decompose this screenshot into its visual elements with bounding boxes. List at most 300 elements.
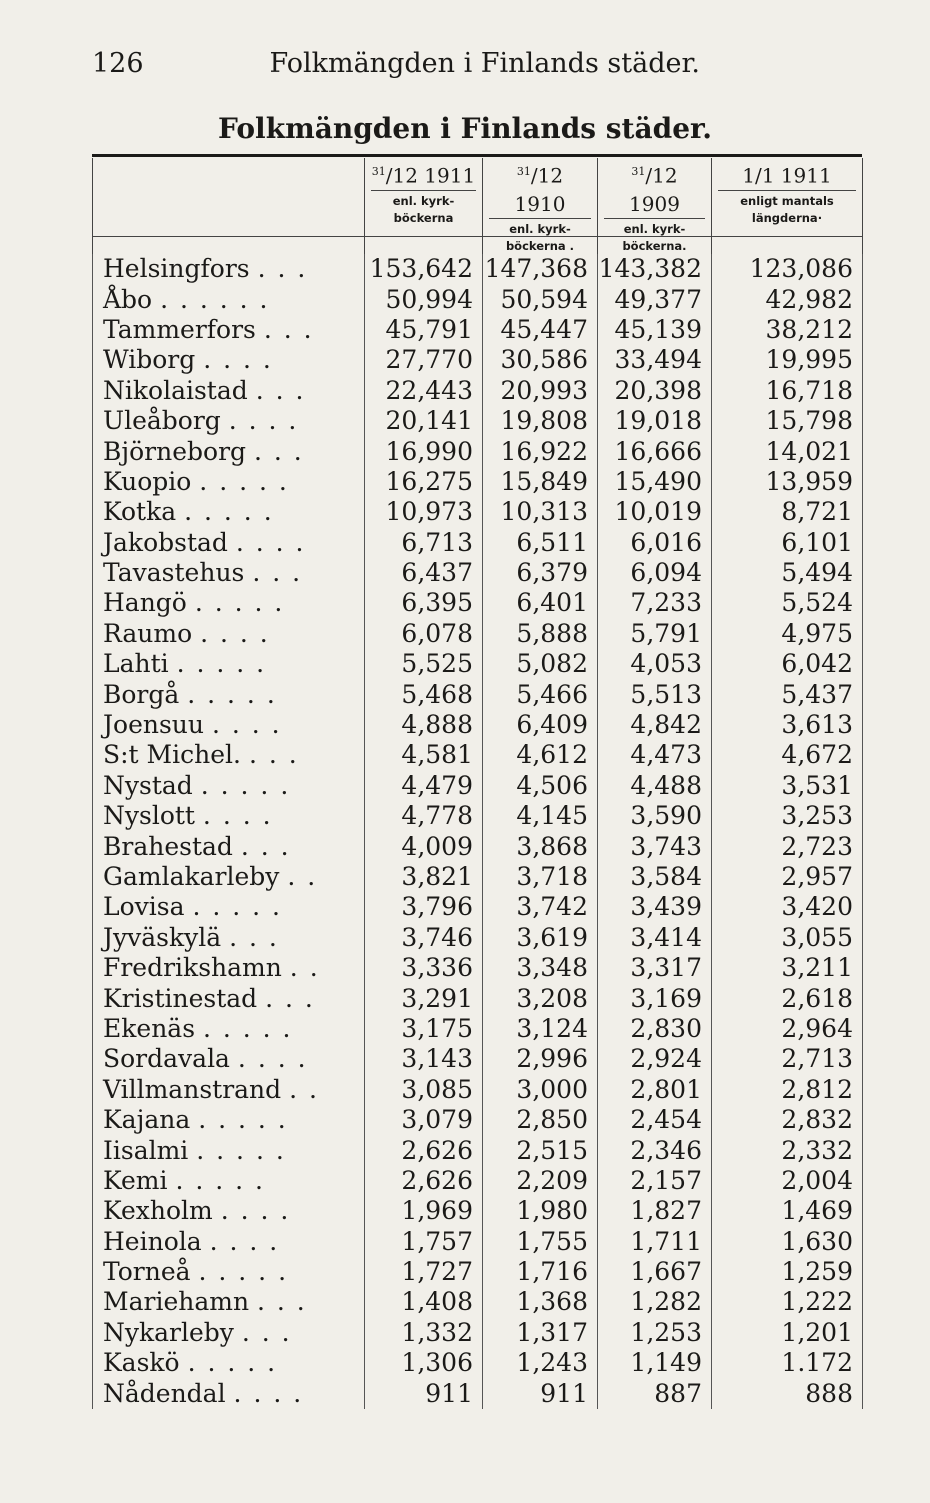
population-value: 3,796: [365, 892, 483, 922]
population-value: 887: [598, 1378, 712, 1408]
population-value: 5,437: [712, 679, 863, 709]
page-number: 126: [92, 48, 144, 79]
city-cell: [93, 953, 365, 983]
population-value: 1,727: [365, 1257, 483, 1287]
running-header: [92, 48, 700, 79]
population-value: 2,004: [712, 1166, 863, 1196]
population-value: 33,494: [598, 345, 712, 375]
city-cell: [93, 1378, 365, 1408]
column-header: $^{31}$/12 1909 enl. kyrk- böckerna.: [598, 158, 712, 255]
population-value: 5,466: [483, 679, 598, 709]
population-value: 3,085: [365, 1075, 483, 1105]
population-value: 15,849: [483, 467, 598, 497]
leader-dots: . . .: [241, 1317, 292, 1347]
table-row: [93, 1196, 863, 1226]
city-cell: [93, 1227, 365, 1257]
table-row: [93, 983, 863, 1013]
table-row: [93, 376, 863, 406]
city-cell: [93, 1135, 365, 1165]
population-value: 4,473: [598, 740, 712, 770]
population-value: 50,594: [483, 284, 598, 314]
population-value: 16,275: [365, 467, 483, 497]
population-value: 13,959: [712, 467, 863, 497]
population-value: 30,586: [483, 345, 598, 375]
population-value: 1,969: [365, 1196, 483, 1226]
population-value: 6,713: [365, 528, 483, 558]
table-row: [93, 1014, 863, 1044]
population-value: 888: [712, 1378, 863, 1408]
city-name: Nykarleby: [103, 1317, 234, 1347]
city-name: Kexholm: [103, 1196, 213, 1226]
leader-dots: . . .: [265, 983, 315, 1013]
city-cell: [93, 467, 365, 497]
population-value: 42,982: [712, 284, 863, 314]
population-value: 153,642: [365, 254, 483, 284]
population-value: 50,994: [365, 284, 483, 314]
population-value: 4,488: [598, 771, 712, 801]
leader-dots: . . . . .: [175, 1165, 265, 1195]
table-row: [93, 710, 863, 740]
population-value: 38,212: [712, 315, 863, 345]
population-value: 10,313: [483, 497, 598, 527]
city-cell: [93, 315, 365, 345]
population-value: 3,175: [365, 1014, 483, 1044]
table-row: [93, 923, 863, 953]
population-value: 1,253: [598, 1318, 712, 1348]
city-cell: [93, 345, 365, 375]
city-name: Kemi: [103, 1165, 168, 1195]
table-row: [93, 284, 863, 314]
city-name: Tammerfors: [103, 314, 256, 344]
city-cell: [93, 1348, 365, 1378]
leader-dots: . . .: [248, 740, 299, 770]
leader-dots: . . . . .: [200, 770, 291, 800]
leader-dots: . . . . .: [187, 679, 277, 709]
table-row: [93, 345, 863, 375]
city-name: Lahti: [103, 649, 169, 679]
city-name: Wiborg: [103, 345, 196, 375]
city-name: Nyslott: [103, 801, 195, 831]
table-title: Folkmängden i Finlands städer.: [218, 112, 712, 145]
population-value: 1,711: [598, 1227, 712, 1257]
population-value: 3,743: [598, 831, 712, 861]
leader-dots: . . . . .: [184, 497, 274, 527]
city-name: Kaskö: [103, 1348, 180, 1378]
leader-dots: . .: [287, 862, 318, 891]
population-value: 1,757: [365, 1227, 483, 1257]
leader-dots: . . . . .: [202, 1013, 293, 1043]
table-row: [93, 558, 863, 588]
table-row: [93, 315, 863, 345]
population-value: 4,479: [365, 771, 483, 801]
population-value: 27,770: [365, 345, 483, 375]
population-value: 1,201: [712, 1318, 863, 1348]
population-value: 3,821: [365, 862, 483, 892]
leader-dots: . . . .: [203, 345, 273, 375]
population-value: 3,336: [365, 953, 483, 983]
population-value: 4,009: [365, 831, 483, 861]
leader-dots: . . . . .: [196, 1135, 286, 1165]
column-header: $^{31}$/12 1910 enl. kyrk- böckerna .: [483, 158, 598, 255]
population-value: 3,584: [598, 862, 712, 892]
city-cell: [93, 923, 365, 953]
population-value: 911: [483, 1378, 598, 1408]
population-value: 45,139: [598, 315, 712, 345]
population-value: 6,401: [483, 588, 598, 618]
population-value: 3,143: [365, 1044, 483, 1074]
population-value: 3,169: [598, 983, 712, 1013]
population-value: 1,317: [483, 1318, 598, 1348]
population-value: 10,973: [365, 497, 483, 527]
table-row: [93, 1105, 863, 1135]
population-value: 16,718: [712, 376, 863, 406]
city-cell: [93, 558, 365, 588]
population-value: 6,094: [598, 558, 712, 588]
leader-dots: . . .: [255, 375, 306, 405]
city-name: Fredrikshamn: [103, 953, 282, 983]
population-value: 16,666: [598, 436, 712, 466]
table-row: [93, 619, 863, 649]
table-row: [93, 528, 863, 558]
table-row: [93, 862, 863, 892]
city-name: Lovisa: [103, 892, 185, 922]
population-value: 5,524: [712, 588, 863, 618]
population-value: 911: [365, 1378, 483, 1408]
leader-dots: . .: [289, 953, 320, 983]
leader-dots: . . . .: [200, 618, 270, 648]
city-name: Hangö: [103, 588, 187, 618]
population-value: 1,469: [712, 1196, 863, 1226]
population-value: 3,348: [483, 953, 598, 983]
population-value: 19,018: [598, 406, 712, 436]
city-name: Raumo: [103, 618, 193, 648]
population-value: 1,222: [712, 1287, 863, 1317]
city-cell: [93, 1044, 365, 1074]
city-name: Iisalmi: [103, 1135, 189, 1165]
leader-dots: . . .: [263, 314, 314, 344]
population-value: 1,630: [712, 1227, 863, 1257]
leader-dots: . . .: [240, 831, 291, 861]
population-value: 1,282: [598, 1287, 712, 1317]
population-value: 2,626: [365, 1135, 483, 1165]
table-row: [93, 436, 863, 466]
leader-dots: . . . . .: [192, 892, 282, 922]
population-value: 2,209: [483, 1166, 598, 1196]
leader-dots: . . . .: [233, 1378, 304, 1408]
population-value: 6,042: [712, 649, 863, 679]
population-value: 2,996: [483, 1044, 598, 1074]
population-value: 2,515: [483, 1135, 598, 1165]
table-row: [93, 740, 863, 770]
table-top-rule: [92, 154, 862, 157]
table-row: [93, 1348, 863, 1378]
city-name: Heinola: [103, 1226, 202, 1256]
table-row: [93, 1257, 863, 1287]
population-value: 2,812: [712, 1075, 863, 1105]
city-cell: [93, 649, 365, 679]
population-value: 4,778: [365, 801, 483, 831]
table-row: [93, 679, 863, 709]
city-cell: [93, 892, 365, 922]
population-value: 3,000: [483, 1075, 598, 1105]
city-name: Kotka: [103, 497, 177, 527]
city-cell: [93, 1287, 365, 1317]
city-cell: [93, 436, 365, 466]
population-value: 7,233: [598, 588, 712, 618]
table-row: [93, 649, 863, 679]
population-value: 143,382: [598, 254, 712, 284]
population-value: 8,721: [712, 497, 863, 527]
city-name: Joensuu: [103, 710, 205, 740]
table-row: [93, 467, 863, 497]
population-value: 4,888: [365, 710, 483, 740]
population-value: 147,368: [483, 254, 598, 284]
city-cell: [93, 406, 365, 436]
population-value: 4,581: [365, 740, 483, 770]
population-value: 15,798: [712, 406, 863, 436]
population-value: 6,511: [483, 528, 598, 558]
population-value: 5,494: [712, 558, 863, 588]
population-value: 20,398: [598, 376, 712, 406]
city-name: Nikolaistad: [103, 375, 248, 405]
city-cell: [93, 588, 365, 618]
city-name: Tavastehus: [103, 558, 245, 588]
city-cell: [93, 771, 365, 801]
city-name: Helsingfors: [103, 254, 250, 284]
city-cell: [93, 1105, 365, 1135]
population-value: 1.172: [712, 1348, 863, 1378]
table-body: [93, 254, 863, 1409]
running-head-title: Folkmängden i Finlands städer.: [269, 48, 700, 79]
table-row: [93, 801, 863, 831]
population-value: 2,957: [712, 862, 863, 892]
city-cell: [93, 1257, 365, 1287]
leader-dots: . . . . .: [176, 649, 267, 679]
population-value: 2,157: [598, 1166, 712, 1196]
population-value: 6,409: [483, 710, 598, 740]
population-value: 2,332: [712, 1135, 863, 1165]
population-value: 2,801: [598, 1075, 712, 1105]
table-row: [93, 1287, 863, 1317]
population-value: 6,437: [365, 558, 483, 588]
column-header: $^{31}$/12 1911 enl. kyrk- böckerna: [365, 158, 483, 255]
population-value: 3,439: [598, 892, 712, 922]
population-value: 3,420: [712, 892, 863, 922]
population-value: 6,016: [598, 528, 712, 558]
city-cell: [93, 254, 365, 284]
leader-dots: . . . . .: [198, 1257, 289, 1287]
leader-dots: . . .: [229, 922, 279, 952]
population-value: 1,980: [483, 1196, 598, 1226]
population-value: 2,924: [598, 1044, 712, 1074]
population-value: 2,713: [712, 1044, 863, 1074]
city-cell: [93, 862, 365, 892]
leader-dots: . . .: [253, 436, 304, 466]
city-cell: [93, 983, 365, 1013]
city-cell: [93, 710, 365, 740]
population-value: 3,414: [598, 923, 712, 953]
city-cell: [93, 1075, 365, 1105]
table-row: [93, 771, 863, 801]
leader-dots: . . .: [257, 254, 308, 284]
leader-dots: . . . .: [211, 710, 282, 740]
population-value: 3,291: [365, 983, 483, 1013]
leader-dots: . . . .: [209, 1226, 280, 1256]
city-name: Uleåborg: [103, 406, 221, 436]
population-value: 3,718: [483, 862, 598, 892]
city-cell: [93, 528, 365, 558]
population-value: 3,613: [712, 710, 863, 740]
city-name: Mariehamn: [103, 1287, 250, 1317]
city-cell: [93, 376, 365, 406]
city-name: Torneå: [103, 1257, 191, 1287]
population-value: 2,618: [712, 983, 863, 1013]
population-value: 4,053: [598, 649, 712, 679]
population-value: 4,506: [483, 771, 598, 801]
city-name: Åbo: [103, 284, 153, 314]
population-value: 49,377: [598, 284, 712, 314]
population-value: 3,124: [483, 1014, 598, 1044]
population-value: 1,368: [483, 1287, 598, 1317]
city-name: Kajana: [103, 1105, 191, 1135]
population-value: 3,055: [712, 923, 863, 953]
population-value: 1,755: [483, 1227, 598, 1257]
city-cell: [93, 831, 365, 861]
population-table: [92, 254, 863, 1409]
population-value: 5,082: [483, 649, 598, 679]
population-value: 4,612: [483, 740, 598, 770]
population-value: 14,021: [712, 436, 863, 466]
city-cell: [93, 679, 365, 709]
population-value: 6,101: [712, 528, 863, 558]
population-value: 2,626: [365, 1166, 483, 1196]
population-value: 1,827: [598, 1196, 712, 1226]
leader-dots: . . . .: [237, 1044, 308, 1074]
city-cell: [93, 801, 365, 831]
population-value: 1,243: [483, 1348, 598, 1378]
population-value: 3,208: [483, 983, 598, 1013]
table-row: [93, 497, 863, 527]
population-value: 1,306: [365, 1348, 483, 1378]
population-value: 1,716: [483, 1257, 598, 1287]
population-value: 3,742: [483, 892, 598, 922]
city-cell: [93, 740, 365, 770]
population-value: 4,672: [712, 740, 863, 770]
population-value: 3,619: [483, 923, 598, 953]
table-row: [93, 831, 863, 861]
population-value: 10,019: [598, 497, 712, 527]
leader-dots: . . . . .: [187, 1348, 278, 1378]
city-cell: [93, 619, 365, 649]
population-value: 19,808: [483, 406, 598, 436]
population-value: 16,922: [483, 436, 598, 466]
city-name: Kuopio: [103, 466, 192, 496]
city-name: S:t Michel.: [103, 740, 241, 770]
header-city-blank: [93, 158, 365, 255]
table-row: [93, 1044, 863, 1074]
city-name: Nystad: [103, 770, 193, 800]
leader-dots: . .: [289, 1074, 319, 1104]
city-name: Borgå: [103, 679, 180, 709]
population-value: 2,964: [712, 1014, 863, 1044]
column-header: 1/1 1911 enligt mantals längderna·: [712, 158, 863, 255]
population-value: 4,842: [598, 710, 712, 740]
population-value: 3,253: [712, 801, 863, 831]
population-value: 19,995: [712, 345, 863, 375]
table-row: [93, 254, 863, 284]
city-cell: [93, 1014, 365, 1044]
population-value: 5,888: [483, 619, 598, 649]
table-row: [93, 406, 863, 436]
population-value: 1,667: [598, 1257, 712, 1287]
population-value: 3,317: [598, 953, 712, 983]
city-name: Sordavala: [103, 1044, 230, 1074]
population-value: 2,832: [712, 1105, 863, 1135]
leader-dots: . . . .: [228, 406, 299, 436]
table-row: [93, 1378, 863, 1408]
leader-dots: . . . . .: [198, 1105, 288, 1135]
population-value: 123,086: [712, 254, 863, 284]
table-row: [93, 1318, 863, 1348]
population-value: 5,468: [365, 679, 483, 709]
city-name: Kristinestad: [103, 983, 258, 1013]
city-name: Ekenäs: [103, 1013, 196, 1043]
city-name: Jyväskylä: [103, 922, 222, 952]
city-name: Brahestad: [103, 831, 233, 861]
table-row: [93, 953, 863, 983]
table-row: [93, 1135, 863, 1165]
population-value: 6,078: [365, 619, 483, 649]
population-value: 2,723: [712, 831, 863, 861]
population-value: 3,211: [712, 953, 863, 983]
table-row: [93, 1227, 863, 1257]
city-name: Gamlakarleby: [103, 862, 280, 891]
population-value: 5,791: [598, 619, 712, 649]
table-row: [93, 1166, 863, 1196]
city-cell: [93, 497, 365, 527]
city-cell: [93, 1318, 365, 1348]
population-value: 3,868: [483, 831, 598, 861]
population-value: 5,525: [365, 649, 483, 679]
column-header-table: [92, 158, 863, 255]
population-value: 16,990: [365, 436, 483, 466]
population-value: 45,791: [365, 315, 483, 345]
city-name: Nådendal: [103, 1378, 226, 1408]
leader-dots: . . .: [257, 1287, 307, 1317]
population-value: 2,830: [598, 1014, 712, 1044]
city-cell: [93, 284, 365, 314]
population-value: 2,454: [598, 1105, 712, 1135]
population-value: 3,746: [365, 923, 483, 953]
population-value: 4,145: [483, 801, 598, 831]
leader-dots: . . . . . .: [160, 284, 270, 314]
population-value: 6,395: [365, 588, 483, 618]
population-value: 20,141: [365, 406, 483, 436]
header-bottom-rule: [92, 236, 862, 237]
leader-dots: . . . .: [235, 527, 306, 557]
population-value: 1,259: [712, 1257, 863, 1287]
table-row: [93, 892, 863, 922]
population-value: 3,079: [365, 1105, 483, 1135]
population-value: 22,443: [365, 376, 483, 406]
population-value: 3,590: [598, 801, 712, 831]
population-value: 4,975: [712, 619, 863, 649]
population-value: 5,513: [598, 679, 712, 709]
leader-dots: . . .: [252, 558, 303, 588]
city-cell: [93, 1196, 365, 1226]
population-value: 45,447: [483, 315, 598, 345]
population-value: 1,149: [598, 1348, 712, 1378]
